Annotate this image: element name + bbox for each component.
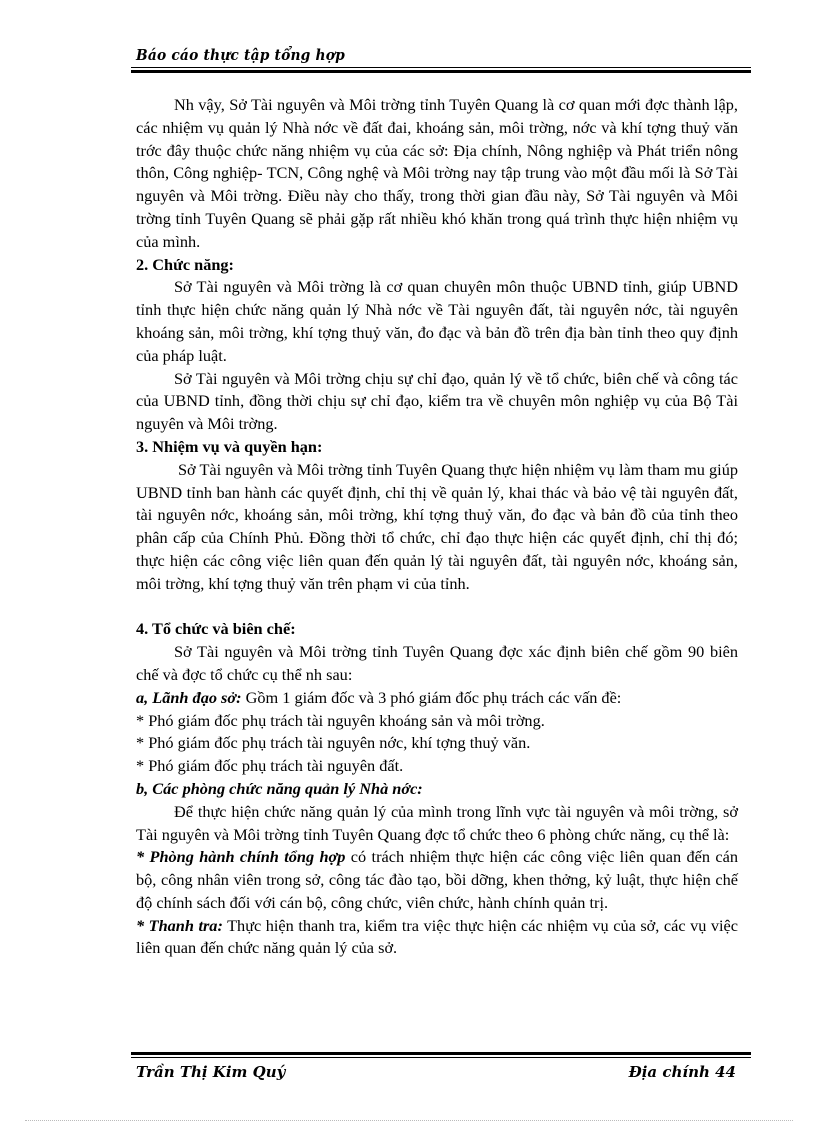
footer-class: Địa chính 44 (628, 1063, 736, 1081)
spacer (136, 596, 738, 619)
heading-duties: 3. Nhiệm vụ và quyền hạn: (136, 436, 323, 456)
dept-admin-line (136, 846, 738, 914)
footer-rule-thin (131, 1057, 751, 1058)
paragraph-departments: Để thực hiện chức năng quản lý của mình trong lĩnh vực tài nguyên và môi trờng, sở Tài nguyên và Môi trờng tỉnh Tuyên Quang đợc tổ chức theo 6 phòng chức năng, cụ thể là: (136, 801, 738, 844)
header-rule-thin (131, 67, 751, 68)
leadership-line (136, 687, 738, 710)
paragraph-intro: Nh vậy, Sở Tài nguyên và Môi trờng tỉnh Tuyên Quang là cơ quan mới đợc thành lập, các nhiệm vụ quản lý Nhà nớc về đất đai, khoáng sản, môi trờng, nớc và khí tợng thuỷ văn trớc đây thuộc chức năng nhiệm vụ của các sở: Địa chính, Nông nghiệp và Phát triển nông thôn, Công nghiệp- TCN, Công nghệ và Môi trờng nay tập trung vào một đầu mối là Sở Tài nguyên và Môi trờng. Điều này cho thấy, trong thời gian đầu này, Sở Tài nguyên và Môi trờng tỉnh Tuyên Quang sẽ phải gặp rất nhiều khó khăn trong quá trình thực hiện nhiệm vụ của mình. (136, 95, 738, 251)
leadership-text: Gồm 1 giám đốc và 3 phó giám đốc phụ trách các vấn đề: (241, 687, 622, 707)
page-edge-dotted-line (25, 1120, 793, 1121)
heading-organization: 4. Tổ chức và biên chế: (136, 619, 296, 639)
paragraph-functions-2: Sở Tài nguyên và Môi trờng chịu sự chỉ đạo, quản lý về tổ chức, biên chế và công tác của UBND tỉnh, đồng thời chịu sự chỉ đạo, kiểm tra về chuyên môn nghiệp vụ của Bộ Tài nguyên và Môi trờng. (136, 368, 738, 434)
paragraph-duties: Sở Tài nguyên và Môi trờng tỉnh Tuyên Quang thực hiện nhiệm vụ làm tham mu giúp UBND tỉnh ban hành các quyết định, chỉ thị về quản lý, khai thác và bảo vệ tài nguyên đất, tài nguyên nớc, khoáng sản, môi trờng, khí tợng thuỷ văn, đo đạc và bản đồ của tỉnh theo phân cấp của Chính Phủ. Đồng thời tổ chức, chỉ đạo thực hiện các quyết định, chỉ thị đó; thực hiện các công việc liên quan đến quản lý tài nguyên đất, tài nguyên nớc, khoáng sản, môi trờng, khí tợng thuỷ văn trên phạm vi của tỉnh. (136, 459, 738, 593)
leadership-label: a, Lãnh đạo sở: (136, 687, 242, 707)
bullet-deputy-1: * Phó giám đốc phụ trách tài nguyên khoáng sản và môi trờng. (136, 710, 545, 730)
document-body (136, 94, 738, 960)
dept-inspection-line (136, 915, 738, 961)
heading-functions: 2. Chức năng: (136, 254, 234, 274)
bullet-deputy-2: * Phó giám đốc phụ trách tài nguyên nớc, khí tợng thuỷ văn. (136, 733, 531, 753)
heading-departments: b, Các phòng chức năng quản lý Nhà nớc: (136, 778, 423, 798)
dept-admin-text: có trách nhiệm thực hiện các công việc liên quan đến cán bộ, công nhân viên trong sở, công tác đào tạo, bồi dỡng, khen thởng, kỷ luật, thực hiện chế độ chính sách đối với cán bộ, công chức, viên chức, hành chính quản trị. (136, 847, 738, 912)
paragraph-organization: Sở Tài nguyên và Môi trờng tỉnh Tuyên Quang đợc xác định biên chế gồm 90 biên chế và đợc tổ chức cụ thể nh sau: (136, 642, 738, 684)
page-header-title: Báo cáo thực tập tổng hợp (136, 46, 345, 64)
header-rule-thick (131, 70, 751, 73)
footer-author: Trần Thị Kim Quý (136, 1063, 286, 1081)
paragraph-functions-1: Sở Tài nguyên và Môi trờng là cơ quan chuyên môn thuộc UBND tỉnh, giúp UBND tỉnh thực hiện chức năng quản lý Nhà nớc về Tài nguyên đất, tài nguyên nớc, tài nguyên khoáng sản, môi trờng, khí tợng thuỷ văn, đo đạc và bản đồ trên địa bàn tỉnh theo quy định của pháp luật. (136, 277, 738, 365)
dept-admin-label: * Phòng hành chính tổng hợp (136, 847, 346, 867)
footer-rule-thick (131, 1052, 751, 1055)
bullet-deputy-3: * Phó giám đốc phụ trách tài nguyên đất. (136, 756, 404, 776)
dept-inspection-text: Thực hiện thanh tra, kiểm tra việc thực hiện các nhiệm vụ của sở, các vụ việc liên quan đến chức năng quản lý của sở. (136, 915, 738, 958)
dept-inspection-label: * Thanh tra: (136, 915, 223, 935)
